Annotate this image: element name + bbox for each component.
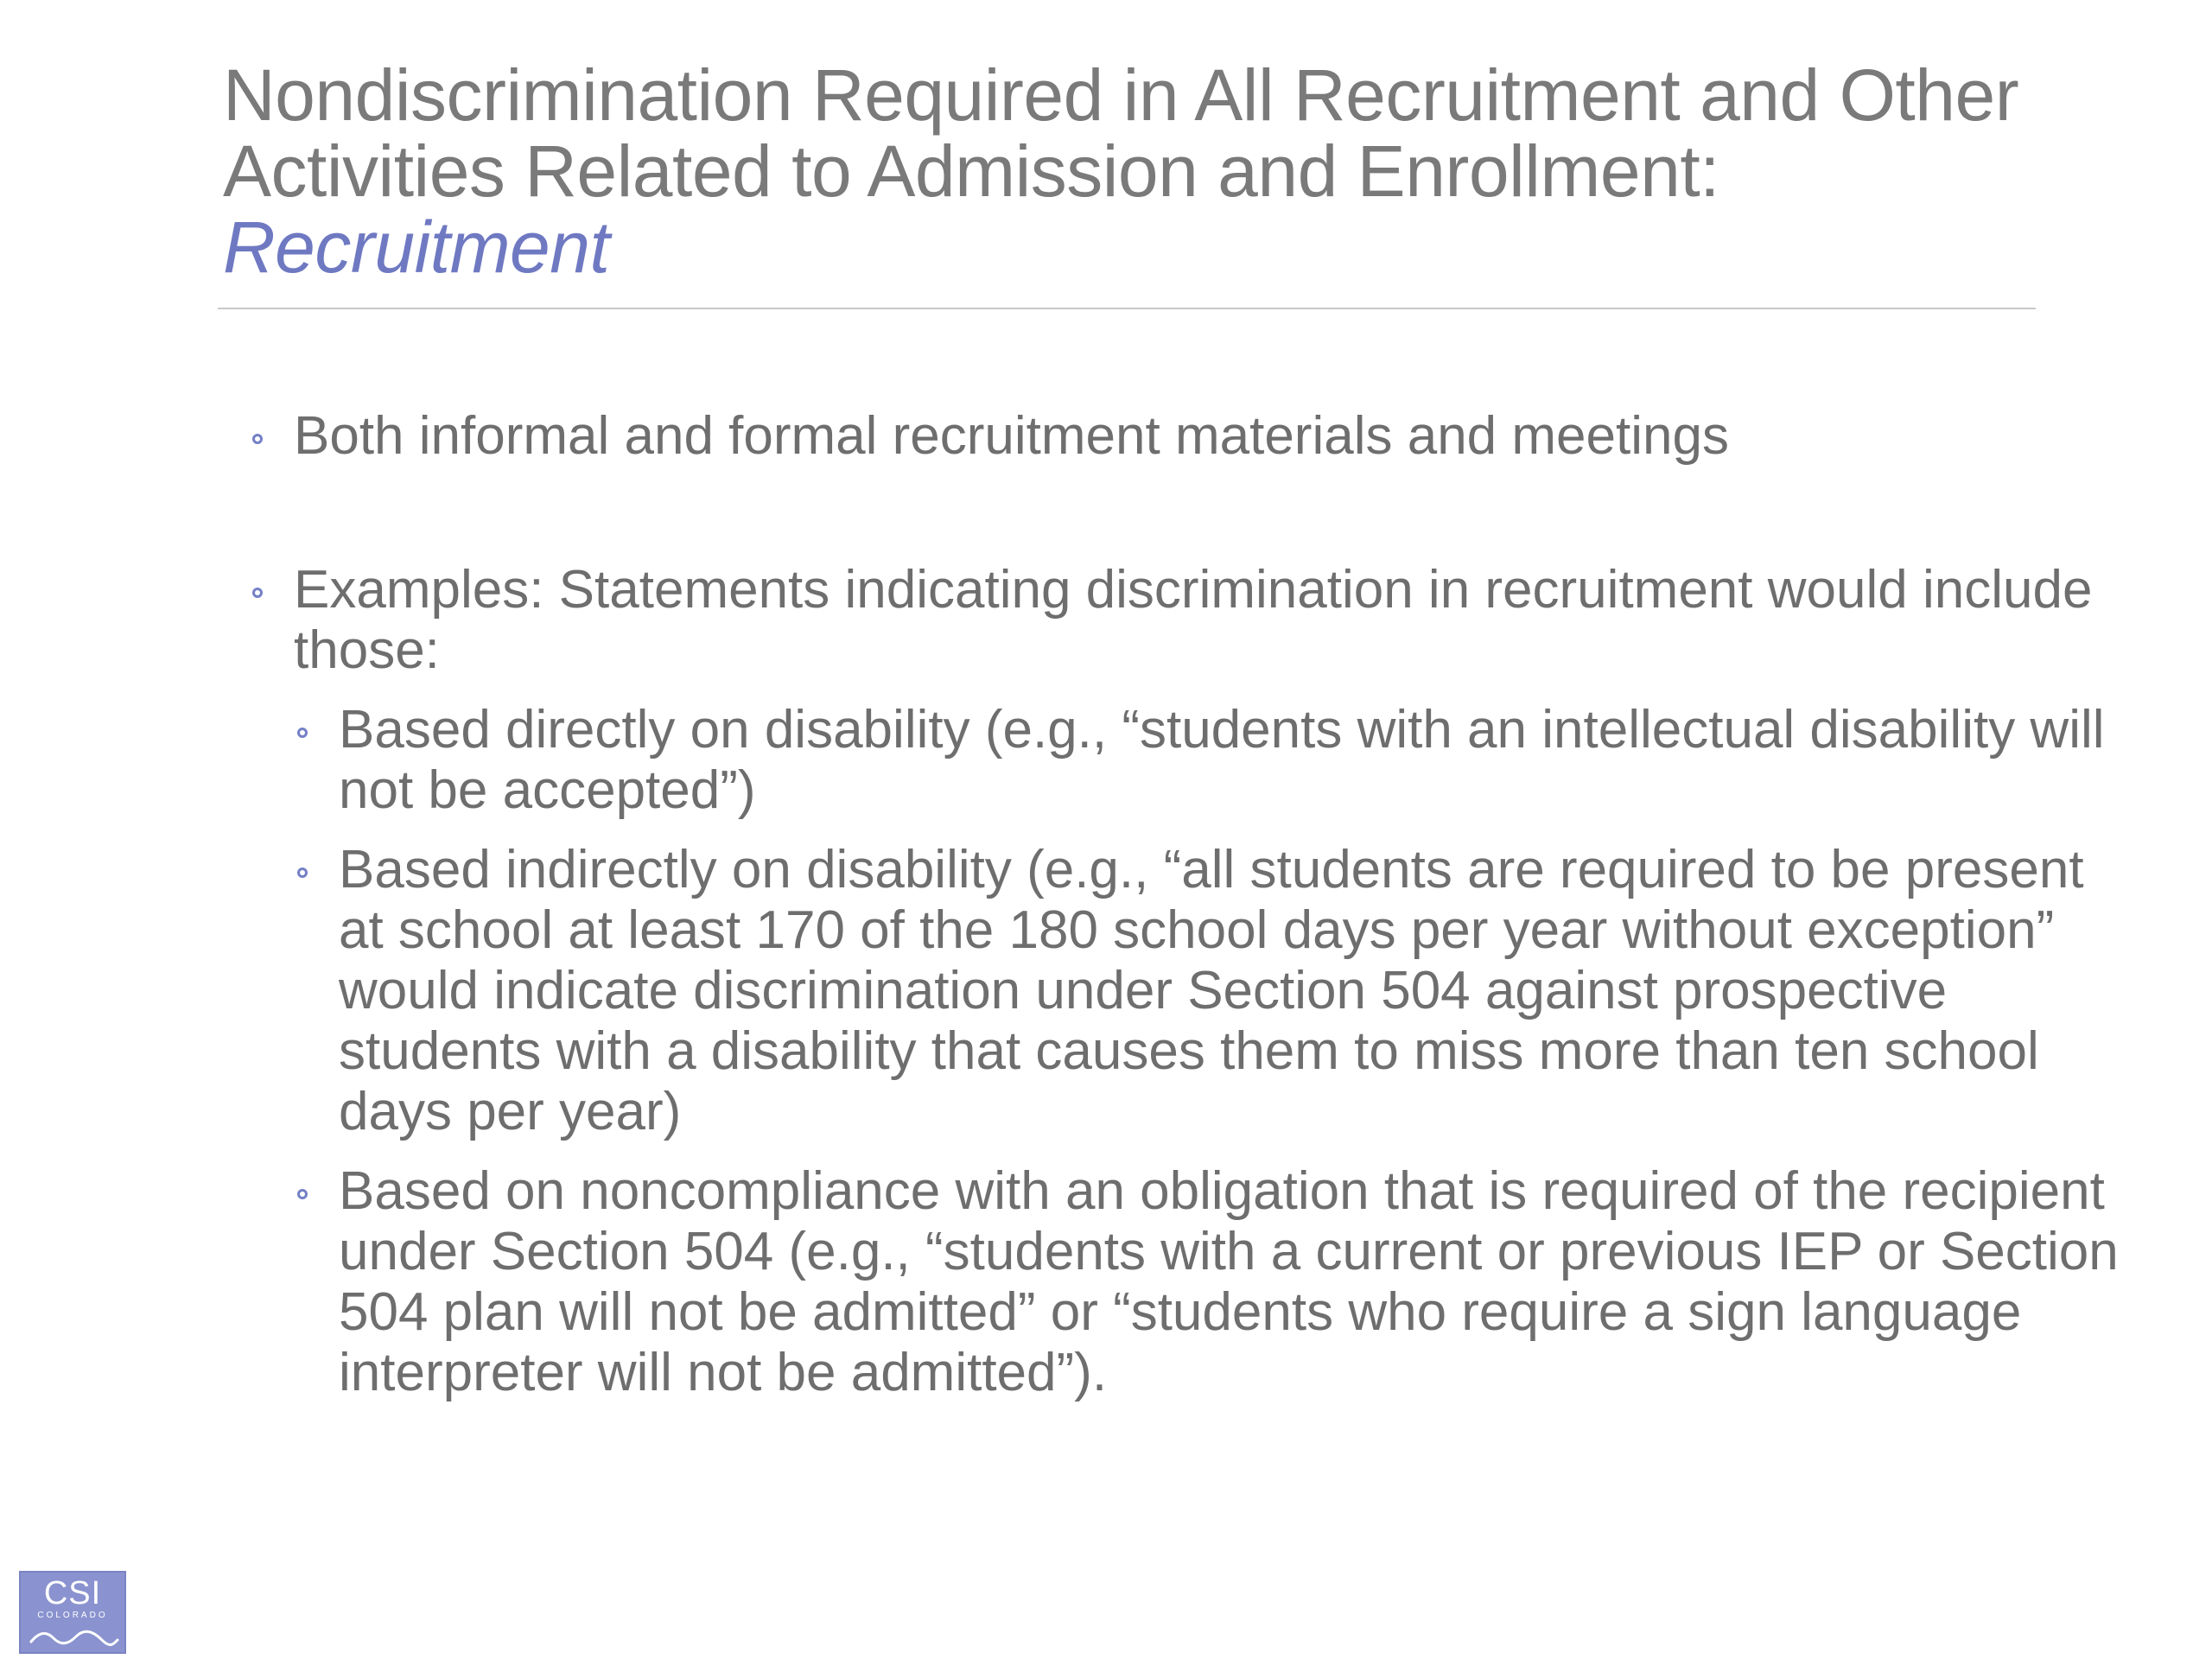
logo-text: CSI — [43, 1575, 102, 1611]
bullet-item — [249, 560, 2133, 681]
mountain-wave-icon — [28, 1623, 121, 1649]
title-line-1: Nondiscrimination Required in All Recruitment and Other — [223, 54, 2019, 136]
title-line-2: Activities Related to Admission and Enrollment: — [223, 130, 1720, 212]
bullet-icon — [252, 434, 263, 444]
bullet-text: Both informal and formal recruitment materials and meetings — [294, 406, 1729, 466]
bullet-item — [249, 406, 2133, 467]
bullet-icon — [297, 868, 308, 878]
sub-bullet-item — [249, 700, 2133, 821]
bullet-icon — [297, 728, 308, 738]
title-subtitle: Recruitment — [223, 207, 610, 288]
bullet-icon — [252, 588, 263, 598]
bullet-text: Based on noncompliance with an obligation that is required of the recipient under Section 504 (e.g., “students with a current or previous IEP or Section 504 plan will not be admitted” or “students who require a sign language interpreter will not be admitted”). — [339, 1161, 2119, 1402]
bullet-text: Based directly on disability (e.g., “students with an intellectual disability will not be accepted”) — [339, 700, 2105, 820]
sub-bullet-item — [249, 840, 2133, 1142]
bullet-text: Examples: Statements indicating discrimination in recruitment would include those: — [294, 560, 2093, 680]
sub-bullet-item — [249, 1161, 2133, 1403]
logo-subtext: COLORADO — [37, 1611, 108, 1620]
bullet-list — [249, 406, 2133, 1403]
bullet-text: Based indirectly on disability (e.g., “all students are required to be present at school at least 170 of the 180 school days per year without exception” would indicate discrimination under Section 504 against prospective students with a disability that causes them to miss more than ten school days per year) — [339, 840, 2084, 1141]
slide-title — [223, 54, 2037, 288]
bullet-icon — [297, 1189, 308, 1199]
csi-logo — [19, 1571, 126, 1654]
title-divider — [218, 308, 2036, 309]
